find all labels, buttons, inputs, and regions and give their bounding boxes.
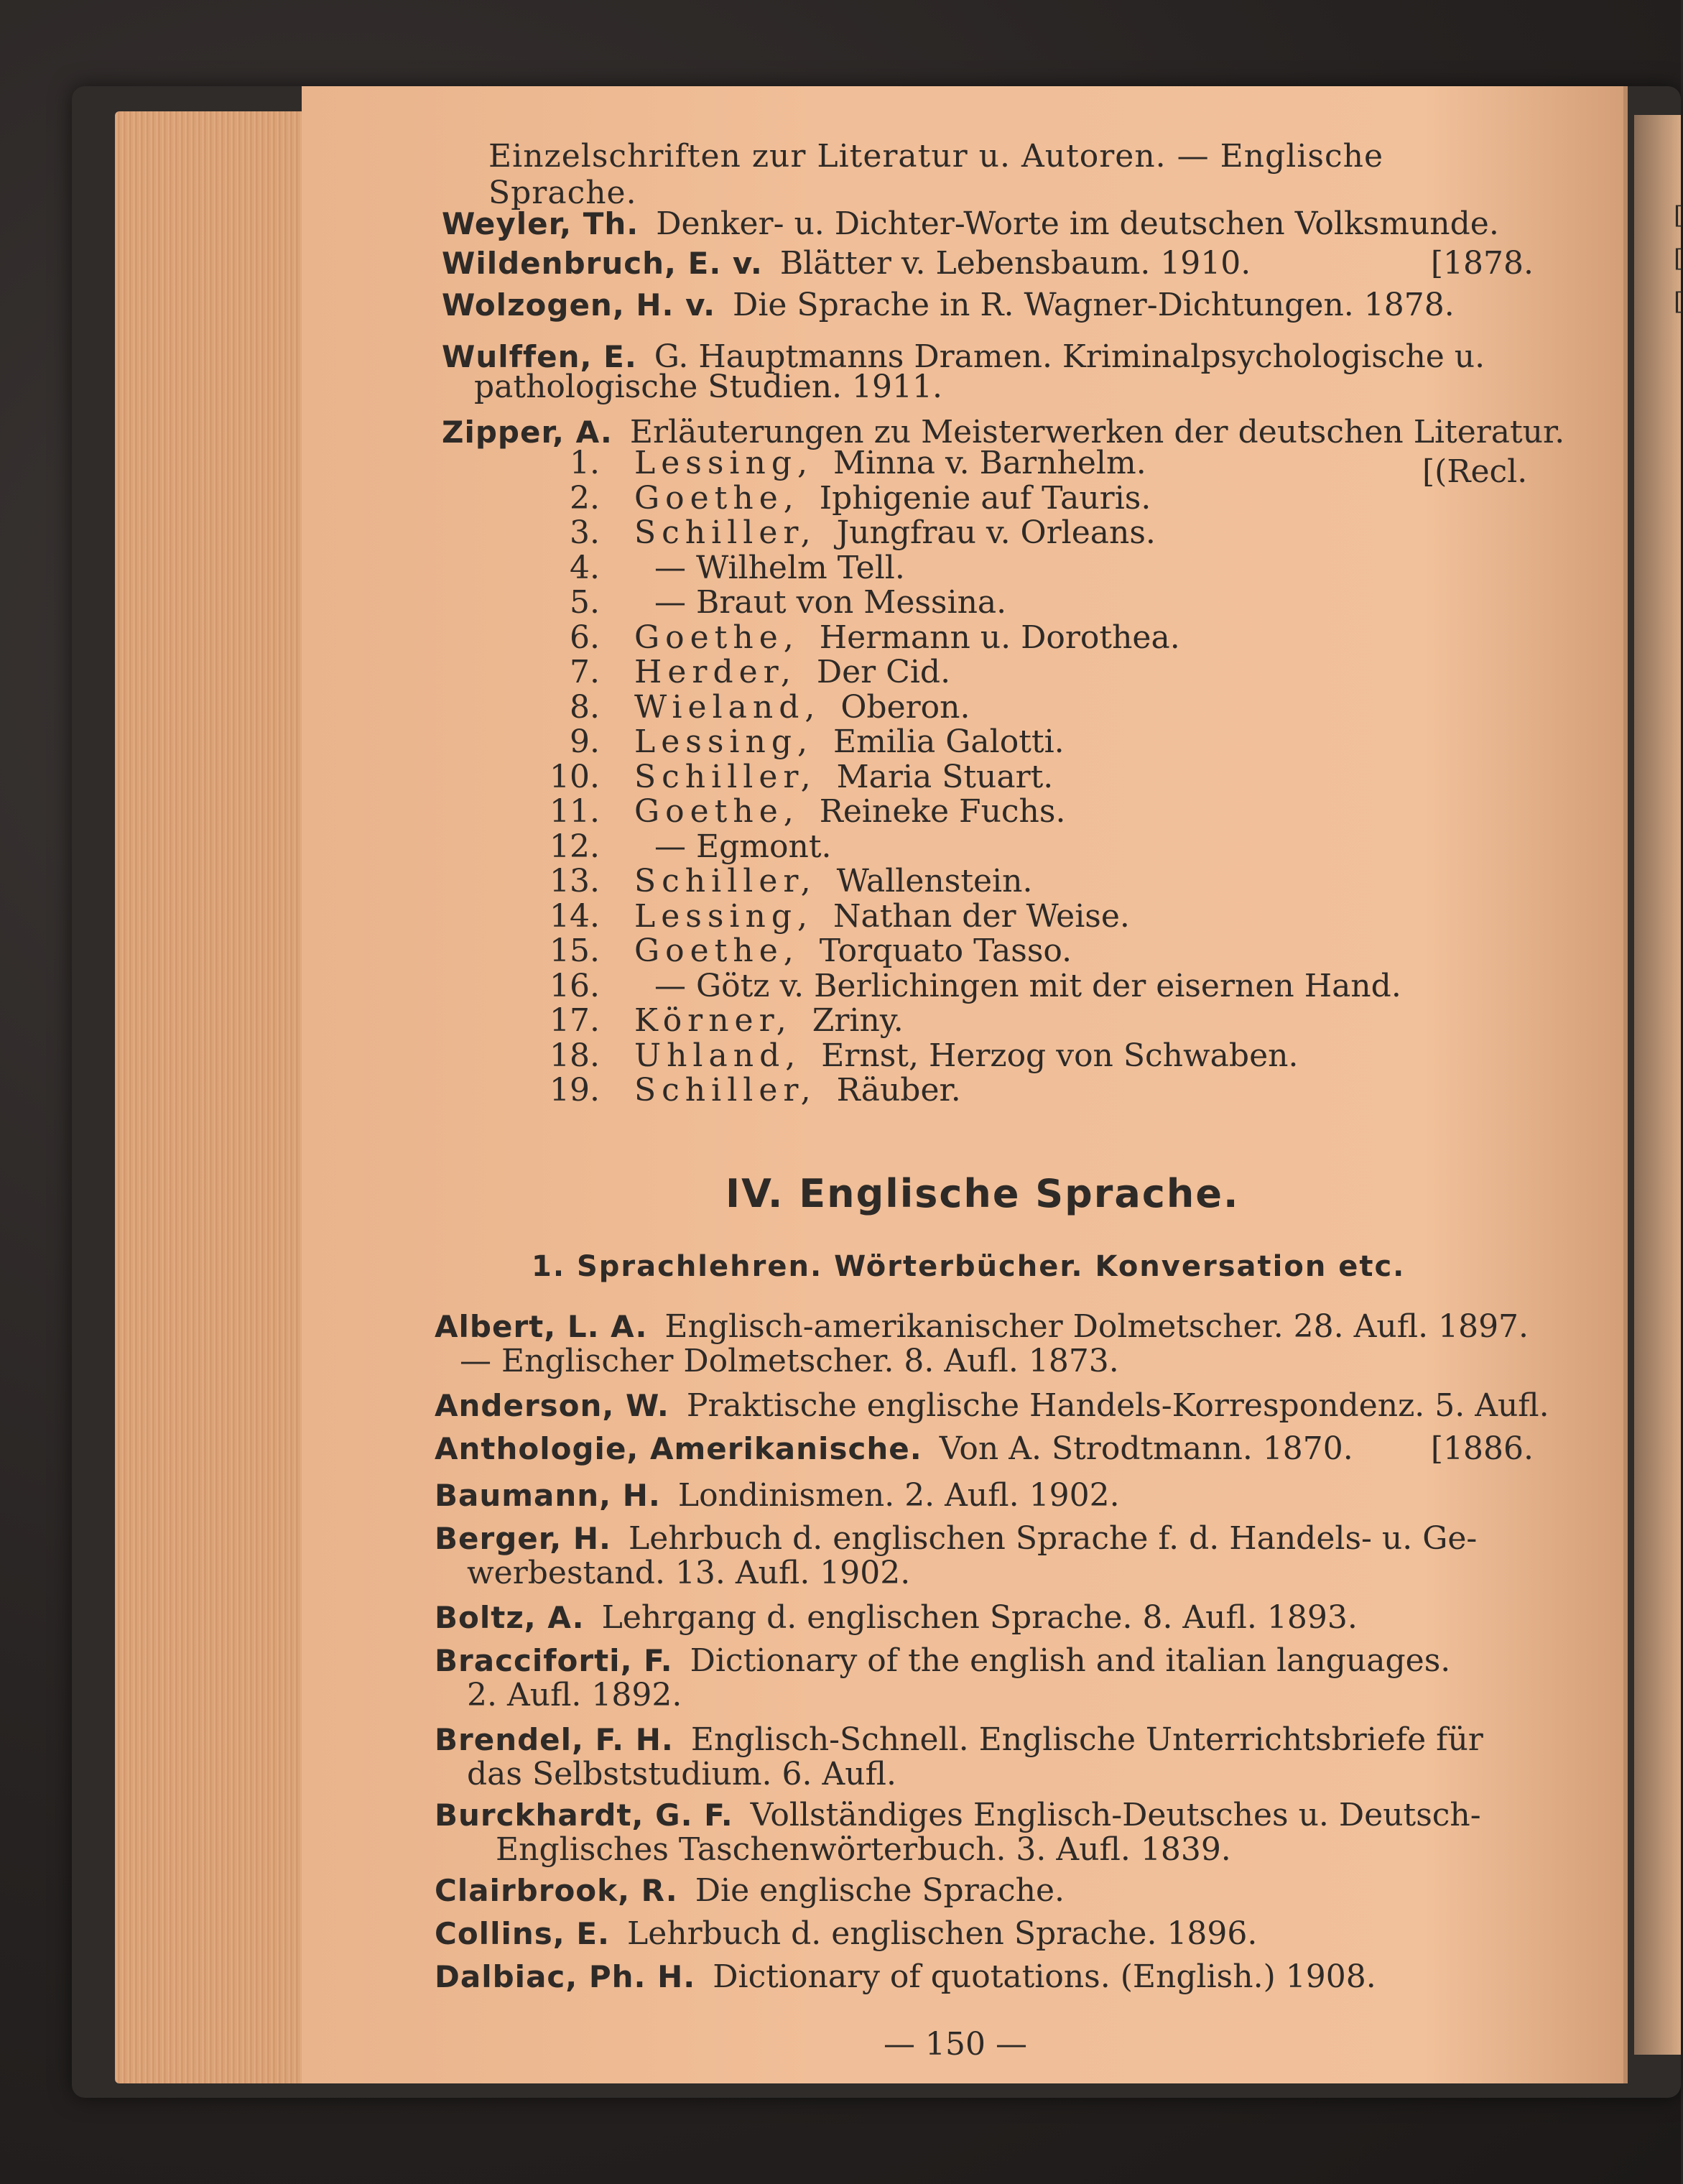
zipper-list-item xyxy=(528,792,1065,831)
list-title: Maria Stuart. xyxy=(836,759,1054,795)
list-number: 19. xyxy=(550,1072,600,1109)
entry-albert xyxy=(435,1308,1534,1346)
entry-text: Englisch-amerikanischer Dolmetscher. 28. Aufl. 1897. xyxy=(664,1308,1529,1345)
list-number: 9. xyxy=(570,723,600,760)
entry-brendel xyxy=(435,1721,1534,1759)
entry-continuation: 2. Aufl. 1892. xyxy=(467,1677,682,1713)
section-title: IV. Englische Sprache. xyxy=(725,1171,1240,1216)
list-title: Emilia Galotti. xyxy=(833,723,1065,760)
entry-collins xyxy=(435,1915,1534,1953)
list-author: Goethe, xyxy=(634,793,799,830)
entry-text: G. Hauptmanns Dramen. Kriminalpsychologische u. xyxy=(654,338,1485,375)
list-number: 10. xyxy=(550,759,600,795)
entry-text: Praktische englische Handels-Korrespondenz. 5. Aufl. xyxy=(686,1387,1549,1424)
entry-continuation: Englisches Taschenwörterbuch. 3. Aufl. 1839. xyxy=(496,1831,1231,1868)
entry-baumann xyxy=(435,1476,1534,1515)
page-edges xyxy=(115,111,330,2083)
zipper-list-item xyxy=(528,897,1130,936)
list-title: Minna v. Barnhelm. xyxy=(833,445,1146,481)
entry-author: Collins, E. xyxy=(435,1916,610,1951)
zipper-list-item xyxy=(528,758,1053,797)
entry-author: Zipper, A. xyxy=(442,415,613,450)
list-title: Torquato Tasso. xyxy=(819,933,1072,969)
list-title: Räuber. xyxy=(836,1072,961,1109)
list-number: 12. xyxy=(550,828,600,865)
list-title: Nathan der Weise. xyxy=(833,898,1130,935)
facing-page-mark: [ xyxy=(1674,244,1683,273)
entry-text: Dictionary of quotations. (English.) 1908. xyxy=(713,1958,1376,1995)
facing-page-mark: [ xyxy=(1674,287,1683,316)
list-author: Uhland, xyxy=(634,1037,802,1074)
list-author: Schiller, xyxy=(634,759,817,795)
entry-continuation: werbestand. 13. Aufl. 1902. xyxy=(467,1555,911,1591)
list-title: Zriny. xyxy=(812,1002,904,1039)
entry-author: Brendel, F. H. xyxy=(435,1722,674,1757)
entry-clairbrook xyxy=(435,1871,1534,1910)
list-number: 8. xyxy=(570,689,600,726)
entry-text: Erläuterungen zu Meisterwerken der deutschen Literatur. xyxy=(629,414,1565,450)
list-title: Iphigenie auf Tauris. xyxy=(819,480,1151,517)
entry-author: Clairbrook, R. xyxy=(435,1873,678,1908)
entry-continuation: pathologische Studien. 1911. xyxy=(474,369,943,405)
entry-author: Anthologie, Amerikanische. xyxy=(435,1431,922,1466)
entry-author: Burckhardt, G. F. xyxy=(435,1797,733,1833)
list-author: Goethe, xyxy=(634,480,799,517)
list-number: 1. xyxy=(570,445,600,481)
list-title: Ernst, Herzog von Schwaben. xyxy=(821,1037,1299,1074)
entry-continuation: [1886. xyxy=(1430,1430,1534,1467)
zipper-list-item xyxy=(528,1001,904,1040)
entry-burckhardt xyxy=(435,1796,1534,1835)
entry-author: Boltz, A. xyxy=(435,1600,585,1635)
entry-text: Denker- u. Dichter-Worte im deutschen Volksmunde. xyxy=(656,205,1499,242)
entry-text: Vollständiges Englisch-Deutsches u. Deutsch- xyxy=(750,1797,1481,1833)
entry-author: Wildenbruch, E. v. xyxy=(442,246,763,281)
entry-author: Dalbiac, Ph. H. xyxy=(435,1959,696,1994)
list-author: Wieland, xyxy=(634,689,821,726)
entry-author: Baumann, H. xyxy=(435,1478,661,1513)
list-title: — Egmont. xyxy=(654,828,832,865)
entry-bracciforti xyxy=(435,1642,1534,1680)
list-number: 17. xyxy=(550,1002,600,1039)
entry-author: Weyler, Th. xyxy=(442,206,639,241)
zipper-list-item xyxy=(528,967,1401,1006)
entry-continuation: — Englischer Dolmetscher. 8. Aufl. 1873. xyxy=(460,1343,1119,1379)
entry-text: Die Sprache in R. Wagner-Dichtungen. 1878. xyxy=(733,287,1455,323)
entry-text: Die englische Sprache. xyxy=(695,1872,1065,1909)
list-author: Goethe, xyxy=(634,619,799,656)
list-author: Herder, xyxy=(634,654,797,690)
list-title: Hermann u. Dorothea. xyxy=(819,619,1180,656)
entry-continuation: [1878. xyxy=(1430,245,1534,282)
list-title: Reineke Fuchs. xyxy=(819,793,1066,830)
list-number: 4. xyxy=(570,550,600,586)
list-number: 18. xyxy=(550,1037,600,1074)
list-title: Jungfrau v. Orleans. xyxy=(836,514,1156,551)
list-author: Körner, xyxy=(634,1002,792,1039)
running-head: Einzelschriften zur Literatur u. Autoren. — Englische Sprache. xyxy=(488,138,1384,211)
zipper-list-item xyxy=(528,688,970,727)
list-title: — Braut von Messina. xyxy=(654,584,1007,621)
entry-wolzogen xyxy=(442,286,1534,325)
list-number: 7. xyxy=(570,654,600,690)
entry-text: Blätter v. Lebensbaum. 1910. xyxy=(779,245,1251,282)
list-number: 13. xyxy=(550,863,600,899)
entry-text: Lehrbuch d. englischen Sprache. 1896. xyxy=(627,1915,1258,1952)
entry-anderson xyxy=(435,1387,1549,1425)
entry-text: Dictionary of the english and italian languages. xyxy=(690,1642,1451,1679)
list-author: Schiller, xyxy=(634,514,817,551)
list-title: — Götz v. Berlichingen mit der eisernen Hand. xyxy=(654,968,1401,1004)
list-title: Der Cid. xyxy=(816,654,951,690)
list-number: 3. xyxy=(570,514,600,551)
entry-boltz xyxy=(435,1598,1534,1637)
entry-text: Lehrgang d. englischen Sprache. 8. Aufl. 1893. xyxy=(601,1599,1358,1636)
entry-weyler xyxy=(442,205,1534,244)
zipper-list-item xyxy=(528,583,1006,622)
list-title: Wallenstein. xyxy=(836,863,1033,899)
list-author: Schiller, xyxy=(634,1072,817,1109)
list-author: Lessing, xyxy=(634,898,813,935)
zipper-list-item xyxy=(528,932,1072,971)
list-number: 5. xyxy=(570,584,600,621)
zipper-list-item xyxy=(528,1071,961,1110)
list-number: 14. xyxy=(550,898,600,935)
list-author: Goethe, xyxy=(634,933,799,969)
list-author: Schiller, xyxy=(634,863,817,899)
zipper-list-item xyxy=(528,862,1032,901)
entry-anthologie xyxy=(435,1430,1534,1468)
zipper-list-item xyxy=(528,828,832,866)
list-author: Lessing, xyxy=(634,445,813,481)
list-title: Oberon. xyxy=(840,689,970,726)
zipper-list-item xyxy=(528,549,905,588)
list-author: Lessing, xyxy=(634,723,813,760)
entry-wildenbruch xyxy=(442,244,1534,283)
list-number: 6. xyxy=(570,619,600,656)
zipper-list-item xyxy=(528,723,1065,762)
facing-page-mark: [ xyxy=(1674,201,1683,230)
list-title: — Wilhelm Tell. xyxy=(654,550,905,586)
entry-text: Londinismen. 2. Aufl. 1902. xyxy=(677,1477,1120,1514)
zipper-list-item xyxy=(528,514,1156,552)
zipper-list-item xyxy=(528,444,1146,483)
entry-text: Von A. Strodtmann. 1870. xyxy=(939,1430,1353,1467)
list-number: 15. xyxy=(550,933,600,969)
entry-text: Lehrbuch d. englischen Sprache f. d. Handels- u. Ge- xyxy=(628,1520,1478,1557)
entry-author: Wulffen, E. xyxy=(442,339,637,374)
list-number: 11. xyxy=(550,793,600,830)
entry-author: Albert, L. A. xyxy=(435,1309,648,1344)
page-number: — 150 — xyxy=(884,2026,1027,2063)
facing-page-edge xyxy=(1634,115,1681,2055)
subsection-title: 1. Sprachlehren. Wörterbücher. Konversation etc. xyxy=(532,1250,1406,1283)
zipper-list-item xyxy=(528,619,1180,657)
list-number: 16. xyxy=(550,968,600,1004)
list-number: 2. xyxy=(570,480,600,517)
entry-author: Bracciforti, F. xyxy=(435,1643,673,1678)
entry-author: Berger, H. xyxy=(435,1521,611,1556)
entry-text: Englisch-Schnell. Englische Unterrichtsbriefe für xyxy=(690,1721,1483,1758)
zipper-list-item xyxy=(528,653,950,692)
zipper-list-item xyxy=(528,1037,1298,1075)
entry-continuation: das Selbststudium. 6. Aufl. xyxy=(467,1756,896,1792)
entry-author: Anderson, W. xyxy=(435,1388,669,1423)
entry-dalbiac xyxy=(435,1958,1534,1996)
entry-continuation: [(Recl. xyxy=(1422,453,1528,490)
zipper-list-item xyxy=(528,479,1151,518)
entry-berger xyxy=(435,1519,1534,1558)
entry-author: Wolzogen, H. v. xyxy=(442,287,716,323)
